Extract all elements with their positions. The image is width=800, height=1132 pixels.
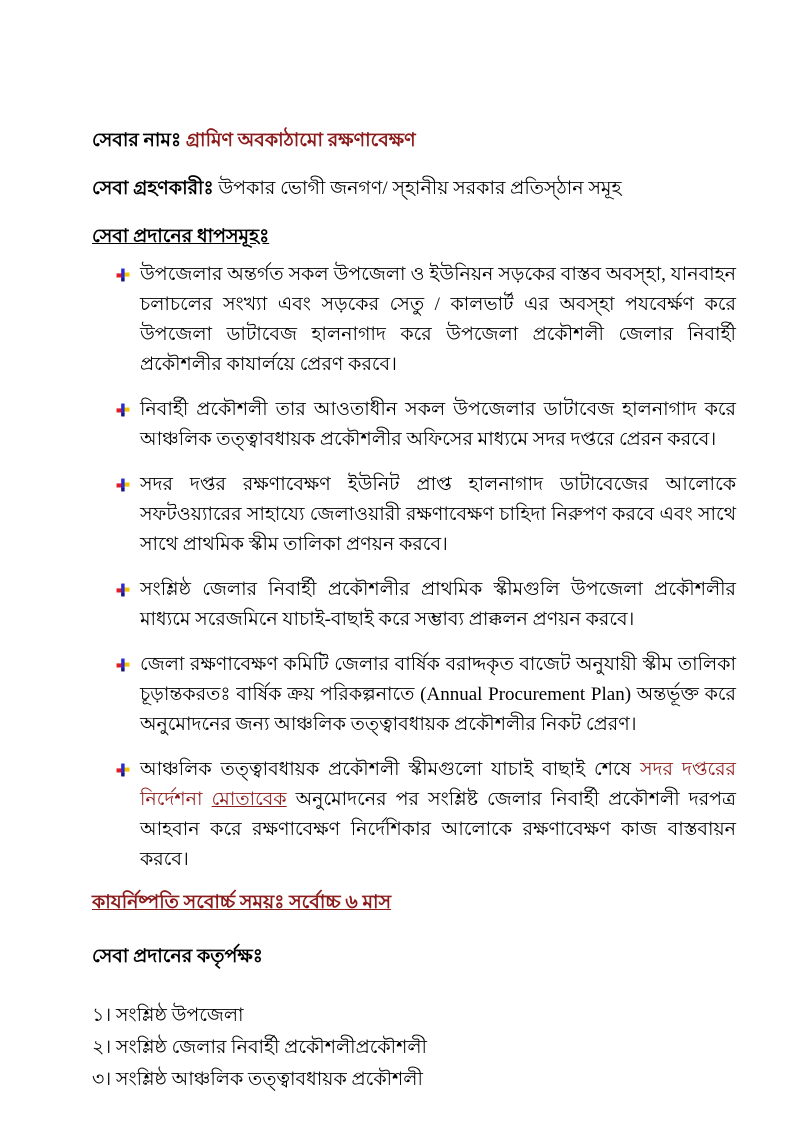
authority-item-2: ২। সংশ্লিষ্ঠ জেলার নিবার্হী প্রকৌশলীপ্রকৌশলী <box>92 1037 427 1058</box>
step-text: সদর দপ্তর রক্ষণাবেক্ষণ ইউনিট প্রাপ্ত হালনাগাদ ডাটাবেজের আলোকে সফটওয়্যারের সাহায্যে জেলাওয়ারী রক্ষণাবেক্ষণ চাহিদা নিরুপণ করবে এবং সাথে সাথে প্রাথমিক স্কীম তালিকা প্রণয়ন করবে। <box>140 474 736 555</box>
step-text-pre: আঞ্চলিক তত্ত্বাবধায়ক প্রকৌশলী স্কীমগুলো যাচাই বাছাই শেষে <box>140 759 632 780</box>
service-name-label: সেবার নামঃ <box>92 130 182 151</box>
step-text-post: অনুমোদনের পর সংশ্লিষ্ট জেলার নিবার্হী প্রকৌশলী দরপত্র আহবান করে রক্ষণাবেক্ষণ নির্দেশিকার আলোকে রক্ষণাবেক্ষণ কাজ বাস্তবায়ন করবে। <box>140 789 737 870</box>
colored-plus-bullet-icon <box>116 583 130 597</box>
service-name-line <box>92 128 736 154</box>
colored-plus-bullet-icon <box>116 658 130 672</box>
authority-item-1: ১। সংশ্লিষ্ঠ উপজেলা <box>92 1005 244 1026</box>
step-text-highlight-red-underlined: মোতাবেক <box>211 789 287 810</box>
service-recipient-label: সেবা গ্রহণকারীঃ <box>92 178 214 199</box>
step-item-3 <box>92 470 736 560</box>
duration-heading: কাযর্নিষ্পতি সবোর্চ্চ সময়ঃ সর্বোচ্চ ৬ মাস <box>92 892 392 913</box>
colored-plus-bullet-icon <box>116 478 130 492</box>
colored-plus-bullet-icon <box>116 268 130 282</box>
step-text: জেলা রক্ষণাবেক্ষণ কমিটি জেলার বার্ষিক বরাদ্দকৃত বাজেট অনুযায়ী স্কীম তালিকা চূড়ান্তকরতঃ বার্ষিক ক্রয় পরিকল্পনাতে (Annual Procurement Plan) অন্তর্ভূক্ত করে অনুমোদনের জন্য আঞ্চলিক তত্ত্বাবধায়ক প্রকৌশলীর নিকট প্রেরণ। <box>140 654 736 735</box>
step-item-5 <box>92 650 736 740</box>
step-item-1 <box>92 260 736 380</box>
authority-item-3: ৩। সংশ্লিষ্ঠ আঞ্চলিক তত্ত্বাবধায়ক প্রকৌশলী <box>92 1069 423 1090</box>
steps-heading: সেবা প্রদানের ধাপসমূহঃ <box>92 226 270 247</box>
authority-heading: সেবা প্রদানের কতৃর্পক্ষঃ <box>92 946 263 967</box>
service-recipient-value: উপকার ভোগী জনগণ/ স্হানীয় সরকার প্রতিস্ঠান সমূহ <box>218 178 622 199</box>
steps-list <box>92 260 736 875</box>
step-text: নিবার্হী প্রকৌশলী তার আওতাধীন সকল উপজেলার ডাটাবেজ হালনাগাদ করে আঞ্চলিক তত্ত্বাবধায়ক প্রকৌশলীর অফিসের মাধ্যমে সদর দপ্তরে প্রেরন করবে। <box>140 399 736 450</box>
service-name-value: গ্রামিণ অবকাঠামো রক্ষণাবেক্ষণ <box>185 130 416 151</box>
step-text: উপজেলার অন্তর্গত সকল উপজেলা ও ইউনিয়ন সড়কের বাস্তব অবস্হা, যানবাহন চলাচলের সংখ্যা এবং সড়কের সেতু / কালভার্ট এর অবস্হা পযবের্ক্ষণ করে উপজেলা ডাটাবেজ হালনাগাদ করে উপজেলা প্রকৌশলী জেলার নিবার্হী প্রকৌশলীর কাযার্লয়ে প্রেরণ করবে। <box>140 264 736 375</box>
step-item-6 <box>92 755 736 875</box>
colored-plus-bullet-icon <box>116 763 130 777</box>
step-item-4 <box>92 575 736 635</box>
step-text: সংশ্লিষ্ঠ জেলার নিবার্হী প্রকৌশলীর প্রাথমিক স্কীমগুলি উপজেলা প্রকৌশলীর মাধ্যমে সরেজমিনে যাচাই-বাছাই করে সম্ভাব্য প্রাক্কলন প্রণয়ন করবে। <box>140 579 736 630</box>
document-content <box>92 128 736 1096</box>
colored-plus-bullet-icon <box>116 403 130 417</box>
step-item-2 <box>92 395 736 455</box>
step-text-highlight-red: সদর দপ্তরের নির্দেশনা <box>140 759 737 810</box>
service-recipient-line <box>92 176 736 202</box>
